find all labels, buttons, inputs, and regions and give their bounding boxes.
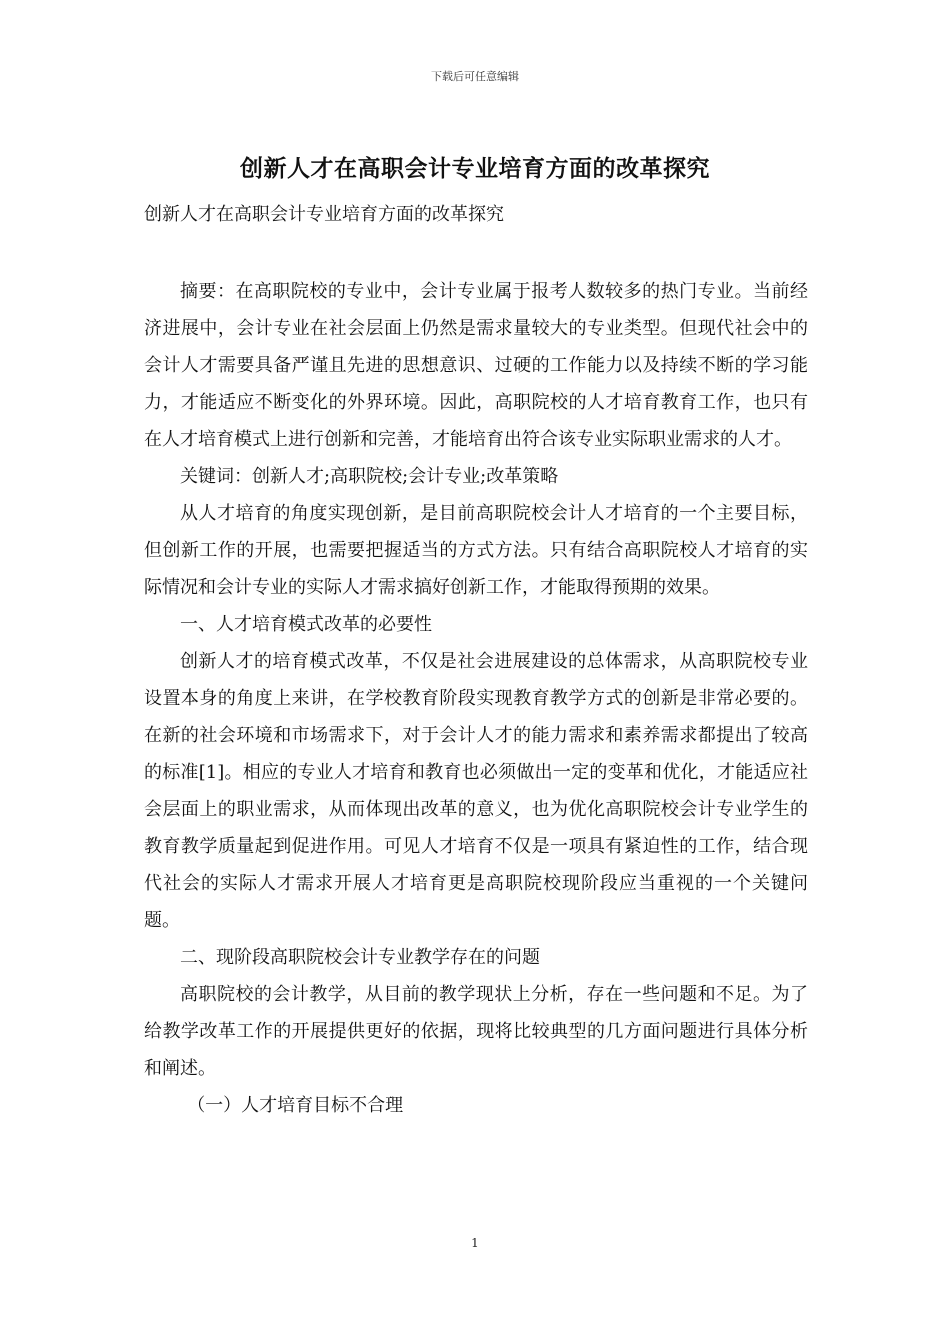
document-title: 创新人才在高职会计专业培育方面的改革探究 — [240, 155, 710, 182]
blank-line — [144, 233, 808, 273]
page-number: 1 — [471, 1236, 479, 1250]
section-1-paragraph: 创新人才的培育模式改革，不仅是社会进展建设的总体需求，从高职院校专业设置本身的角度上来讲，在学校教育阶段实现教育教学方式的创新是非常必要的。在新的社会环境和市场需求下，对于会计人才的能力需求和素养需求都提出了较高的标准[1]。相应的专业人才培育和教育也必须做出一定的变革和优化，才能适应社会层面上的职业需求，从而体现出改革的意义，也为优化高职院校会计专业学生的教育教学质量起到促进作用。可见人才培育不仅是一项具有紧迫性的工作，结合现代社会的实际人才需求开展人才培育更是高职院校现阶段应当重视的一个关键问题。 — [144, 651, 808, 931]
keywords-line: 关键词：创新人才;高职院校;会计专业;改革策略 — [180, 466, 559, 487]
document-body — [144, 196, 808, 1124]
subsection-heading-1: （一）人才培育目标不合理 — [187, 1095, 404, 1116]
intro-paragraph: 从人才培育的角度实现创新，是目前高职院校会计人才培育的一个主要目标，但创新工作的开展，也需要把握适当的方式方法。只有结合高职院校人才培育的实际情况和会计专业的实际人才需求搞好创新工作，才能取得预期的效果。 — [144, 503, 808, 598]
abstract-paragraph: 摘要：在高职院校的专业中，会计专业属于报考人数较多的热门专业。当前经济进展中，会计专业在社会层面上仍然是需求量较大的专业类型。但现代社会中的会计人才需要具备严谨且先进的思想意识、过硬的工作能力以及持续不断的学习能力，才能适应不断变化的外界环境。因此，高职院校的人才培育教育工作，也只有在人才培育模式上进行创新和完善，才能培育出符合该专业实际职业需求的人才。 — [144, 281, 808, 450]
header-note: 下载后可任意编辑 — [431, 70, 519, 83]
section-2-paragraph: 高职院校的会计教学，从目前的教学现状上分析，存在一些问题和不足。为了给教学改革工作的开展提供更好的依据，现将比较典型的几方面问题进行具体分析和阐述。 — [144, 984, 808, 1079]
section-heading-1: 一、人才培育模式改革的必要性 — [180, 614, 432, 635]
document-subtitle: 创新人才在高职会计专业培育方面的改革探究 — [144, 204, 504, 225]
section-heading-2: 二、现阶段高职院校会计专业教学存在的问题 — [180, 947, 540, 968]
